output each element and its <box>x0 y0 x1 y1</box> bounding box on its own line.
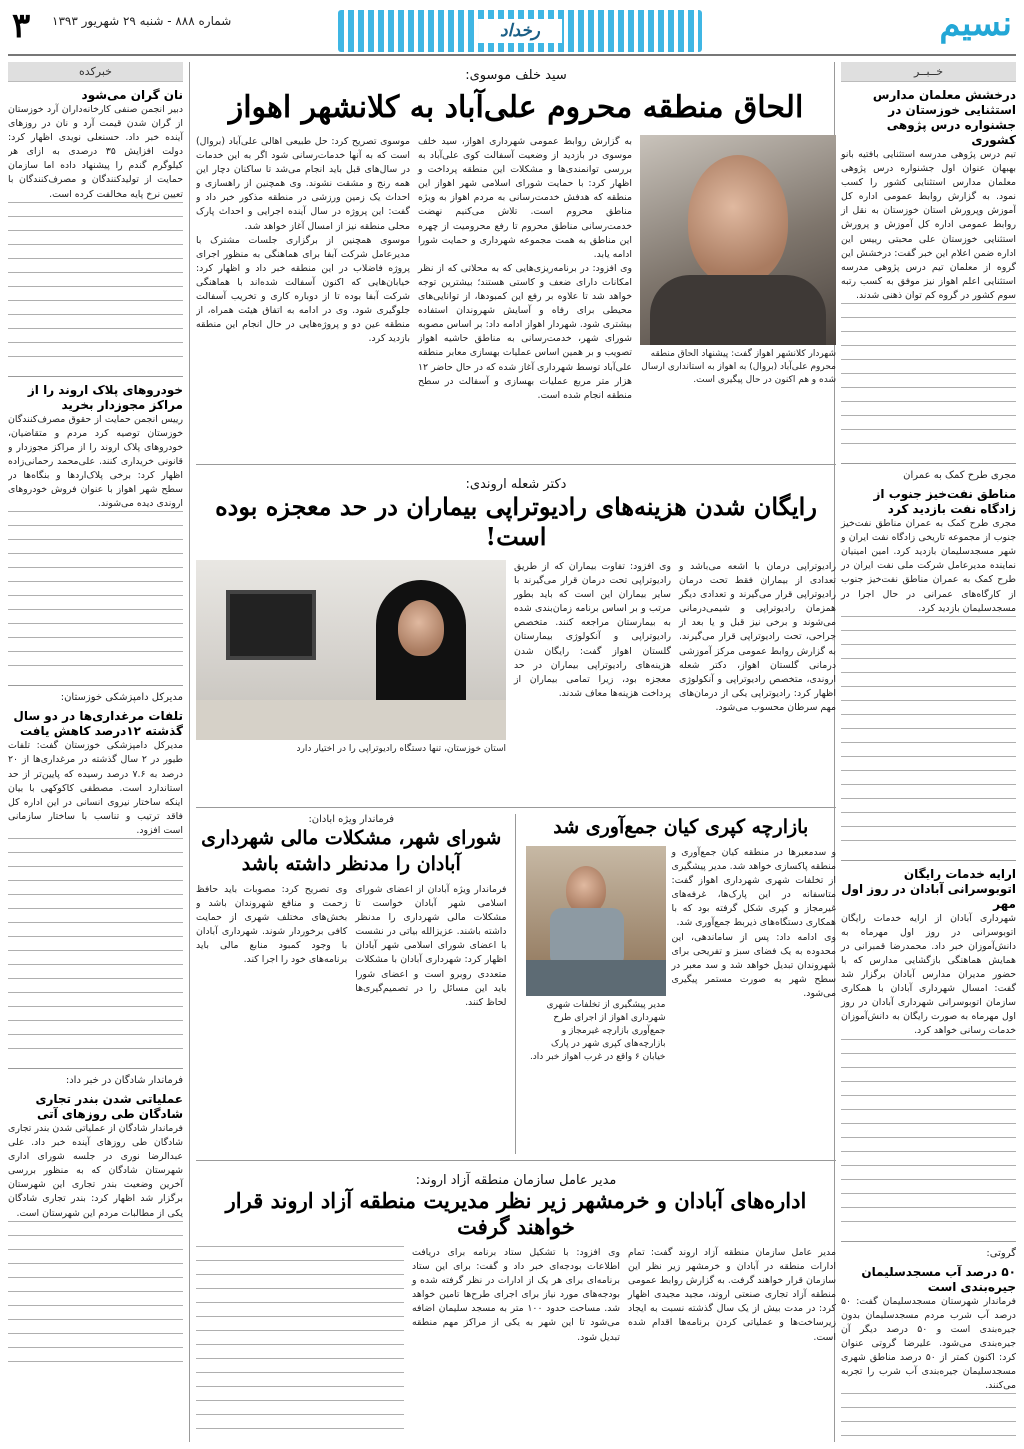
news-item-body: رییس انجمن حمایت از حقوق مصرف‌کنندگان خوزستان توصیه کرد مردم و متقاضیان، خودروهای پلاک اروند را از مراکز مجوزدار و قانونی خریداری کنند. علی‌محمد رحمانی‌زاده اظهار کرد: برخی پلاک‌اردها و بنگاه‌ها در سطح شهر اهواز با عنوان فروش خودروهای اروندی دیده می‌شوند. <box>8 413 183 510</box>
divider <box>8 1068 183 1069</box>
masthead <box>8 4 1016 56</box>
article-paragraph: و سدمعبرها در منطقه کیان جمع‌آوری و منطقه پاکسازی خواهد شد. مدیر پیشگیری از تخلفات شهری شهرداری اهواز گفت: متاسفانه در این پارک‌ها، غرفه‌های غیرمجاز و کپری شکل گرفته بود که با همکاری دستگاه‌های ذیربط جمع‌آوری شد. <box>671 847 836 929</box>
lead-headline[interactable]: الحاق منطقه محروم علی‌آباد به کلانشهر اهواز <box>228 90 804 125</box>
story-headline[interactable]: رایگان شدن هزینه‌های رادیوتراپی بیماران در حد معجزه بوده است! <box>215 492 817 551</box>
divider <box>8 685 183 686</box>
news-item-title[interactable]: ارایه خدمات رایگان اتوبوسرانی آبادان در روز اول مهر <box>841 866 1016 911</box>
photo-caption: شهردار کلانشهر اهواز گفت: پیشنهاد الحاق منطقه محروم علی‌آباد (بروال) به اهواز به استانداری ارسال شده و هم اکنون در حال پیگیری است. <box>641 349 836 385</box>
news-item-title[interactable]: خودروهای پلاک اروند را از مراکز مجوزدار بخرید <box>27 382 183 412</box>
news-item-body: فرماندار شادگان از عملیاتی شدن بندر تجاری شادگان طی روزهای آینده خبر داد. علی عبدالرضا نوری در جلسه شورای اداری شهرستان شادگان که به منظور بررسی آخرین وضعیت بندر تجاری این شهرستان برگزار شد اظهار کرد: بندر تجاری شادگان یکی از مطالبات مردم این شهرستان است. <box>8 1122 183 1219</box>
news-item-kicker: مجری طرح کمک به عمران <box>903 470 1016 482</box>
news-item-title[interactable]: تلفات مرغداری‌ها در دو سال گذشته ۱۲درصد کاهش یافت <box>13 709 183 739</box>
divider <box>841 1241 1016 1242</box>
text-continuation <box>841 1393 1016 1442</box>
news-item-body: مدیرکل دامپزشکی خوزستان گفت: تلفات طیور در ۲ سال گذشته در مرغداری‌ها از ۲۰ درصد به ۷.۶ درصد رسیده که پایین‌تر از حد استاندارد است. مصطفی کاکوکهی با بیان اینکه ساختار نیروی انسانی در این اداره کل فاقد ترتیب و تناسب با ساختار سازمانی است افزود. <box>8 740 183 836</box>
article-paragraph: به گزارش روابط عمومی شهرداری اهواز، سید خلف موسوی در بازدید از وضعیت آسفالت کوی علی‌آباد به بررسی توانمندی‌ها و مشکلات این منطقه پرداخت و اظهار کرد: با حمایت شورای اسلامی شهر اهواز این منطقه که هدفش خدمت‌رسانی به مردم اهواز به ویژه مناطق محروم است. تلاش می‌کنیم نهضت خدمت‌رسانی مناطق محروم تا رفع محرومیت از چهره این مناطق به همت مجموعه شهرداری و حمایت شورا ادامه یابد. <box>418 136 632 260</box>
text-continuation <box>841 1039 1016 1235</box>
story-headline[interactable]: بازارچه کپری کیان جمع‌آوری شد <box>553 816 809 838</box>
news-item-body: تیم درس پژوهی مدرسه استثنایی بافتیه بانو بهبهان عنوان اول جشنواره درس پژوهی معلمان مدارس استثنایی کشور را کسب نمود. به گزارش روابط عمومی اداره کل آموزش وپرورش استان خوزستان به نقل از روابط عمومی اداره کل آموزش و پرورش استثنایی خوزستان علی محبتی رییس این اداره ضمن اعلام این خبر گفت: درخشش این گروه از معلمان تیم درس پژوهی مدرسه استثنایی اعلم اهواز نیز موفق به کسب رتبه سوم کشور در گروه کم توان ذهنی شدند. <box>841 149 1016 301</box>
article-paragraph: وی افزود: با تشکیل ستاد برنامه برای دریافت اطلاعات بودجه‌ای خبر داد و گفت: برای این ستاد برنامه‌ای برای هر یک از ادارات در نظر گرفته شده و بودجه‌های مورد نیاز برای اجرای طرح‌ها تامین خواهد شد. مساحت حدود ۱۰۰ متر به مسجد سلیمان اضافه می‌شود تا این شهر به یکی از مراکز مهم منطقه تبدیل شود. <box>412 1247 621 1343</box>
divider <box>841 463 1016 464</box>
news-item-title[interactable]: نان گران می‌شود <box>81 88 183 102</box>
column-header: خبرکده <box>8 62 183 82</box>
news-item-kicker: گروتی: <box>986 1247 1016 1259</box>
text-continuation <box>8 202 183 370</box>
abadan-council-story <box>196 814 516 1154</box>
news-item-title[interactable]: مناطق نفت‌خیز جنوب از زادگاه نفت بازدید کرد <box>873 487 1016 517</box>
doctor-photo <box>196 560 506 740</box>
divider <box>8 376 183 377</box>
story-kicker: مدیر عامل سازمان منطقه آزاد اروند: <box>415 1173 617 1188</box>
article-paragraph: موسوی تصریح کرد: حل طبیعی اهالی علی‌آباد (بروال) است که به آنها خدمات‌رسانی شود اگر به این خدمات در سال‌های قبل باید انجام می‌شد تا ساکنان دچار این همه رنج و مشقت نشوند. وی همچنین از راهسازی و احداث یک زمین ورزشی در منطقه مذکور خبر داد و گفت: این پروژه در سال آینده اجرایی و احداث پارک محلی منطقه نیز از امسال آغاز خواهد شد. <box>196 136 410 232</box>
news-item-kicker: فرماندار شادگان در خبر داد: <box>65 1074 183 1086</box>
text-continuation <box>841 616 1016 854</box>
news-item-body: شهرداری آبادان از ارایه خدمات رایگان اتوبوسرانی در روز اول مهرماه به دانش‌آموزان خبر داد. محمدرضا قمبرانی در همایش هماهنگی بازگشایی مدارس که با حضور مدیران مدارس آبادان برگزار شد گفت: امسال شهرداری آبادان با همکاری سازمان اتوبوسرانی شهرداری آبادان در روز اول مهرماه به صورت رایگان به دانش‌آموزان خدمات رسانی خواهد کرد. <box>841 912 1016 1037</box>
article-paragraph: وی افزود: تفاوت بیماران که از طریق رادیوتراپی تحت درمان قرار می‌گیرند با سایر بیماران این است که باید بطور مرتب و بر اساس برنامه زمان‌بندی شده به بیمارستان مراجعه کنند. متخصص رادیوتراپی و آنکولوژی بیمارستان گلستان اهواز گفت: رایگان شدن هزینه‌های رادیوتراپی بیماران در حد معجزه بود، زیرا تمامی بیماران از پرداخت هزینه‌ها معاف شدند. <box>514 561 671 699</box>
news-item-kicker: مدیرکل دامپزشکی خوزستان: <box>60 692 183 704</box>
column-header: خــبــر <box>841 62 1016 82</box>
section-label: رخداد <box>478 19 562 43</box>
news-column-left <box>8 62 190 1442</box>
section-band <box>338 10 702 52</box>
article-paragraph: مدیر عامل سازمان منطقه آزاد اروند گفت: تمام ادارات منطقه در آبادان و خرمشهر زیر نظر این سازمان قرار خواهند گرفت. به گزارش روابط عمومی منطقه آزاد تجاری صنعتی اروند، مجید مجیدی اظهار کرد: در مدت بیش از یک سال گذشته نسبت به ایجاد زیرساخت‌ها و عملیاتی کردن برنامه‌ها اقدام شده است. <box>628 1247 836 1343</box>
brand-logo[interactable]: نسیم <box>939 4 1012 44</box>
fish-market-photo <box>526 846 666 996</box>
divider <box>196 464 836 465</box>
news-item-title[interactable]: درخشش معلمان مدارس استثنایی خوزستان در جشنواره درس پژوهی کشوری <box>872 88 1016 147</box>
article-paragraph: وی تصریح کرد: مصوبات باید حافظ زحمت و منافع شهروندان باشد و بخش‌های مختلف شهری از حمایت کافی برخوردار شوند. شهرداری آبادان با وجود کمبود منابع مالی باید برنامه‌های خود را اجرا کند. <box>196 884 348 966</box>
lead-story <box>196 62 836 458</box>
news-item-title[interactable]: ۵۰ درصد آب مسجدسلیمان جیره‌بندی است <box>861 1264 1016 1294</box>
news-item-title[interactable]: عملیاتی شدن بندر تجاری شادگان طی روزهای آتی <box>35 1091 183 1121</box>
photo-caption: مدیر پیشگیری از تخلفات شهری شهرداری اهواز از اجرای طرح جمع‌آوری بازارچه غیرمجاز و بازارچه‌های کپری شهر در پارک خیابان ۶ واقع در غرب اهواز خبر داد. <box>529 1000 666 1062</box>
text-continuation <box>8 1221 183 1375</box>
news-item-body: فرماندار شهرستان مسجدسلیمان گفت: ۵۰ درصد آب شرب مردم مسجدسلیمان بدون جیره‌بندی است و ۵۰ درصد دیگر آن جیره‌بندی می‌شود. علیرضا گروتی عنوان کرد: اکنون کمتر از ۵۰ درصد مناطق شهری مسجدسلیمان جیره‌بندی آب شرب را تجربه می‌کنند. <box>841 1295 1016 1392</box>
divider <box>841 860 1016 861</box>
page-number: ۳ <box>12 6 31 46</box>
news-column-right <box>834 62 1016 1442</box>
article-paragraph: وی ادامه داد: پس از ساماندهی، این محدوده به یک فضای سبز و تفریحی برای شهروندان تبدیل خواهد شد و سد معبر در سطح شهر به صورت مستمر پیگیری می‌شود. <box>671 931 836 999</box>
news-item-body: مجری طرح کمک به عمران مناطق نفت‌خیز جنوب از مجموعه تاریخی زادگاه نفت ایران و شهر مسجدسلیمان بازدید کرد. امین امینیان نماینده مدیرعامل شرکت ملی نفت ایران در طرح کمک به عمران مناطق نفت‌خیز جنوب از کارگاه‌های عمرانی در حال اجرا در مسجدسلیمان بازدید کرد. <box>841 518 1016 614</box>
radiotherapy-story <box>196 471 836 801</box>
divider <box>196 1160 836 1161</box>
text-continuation <box>8 838 183 1062</box>
main-content <box>196 62 836 1442</box>
text-continuation <box>196 1246 404 1437</box>
issue-line: شماره ۸۸۸ - شنبه ۲۹ شهریور ۱۳۹۳ <box>52 14 232 28</box>
article-paragraph: رادیوتراپی درمان با اشعه می‌باشد و تعدادی از بیماران فقط تحت درمان رادیوتراپی قرار می‌گیرند و تعدادی دیگر همزمان رادیوتراپی و شیمی‌درمانی می‌شوند و برخی نیز قبل و یا بعد از جراحی، تحت رادیوتراپی قرار می‌گیرند. به گزارش روابط عمومی مرکز آموزشی درمانی گلستان اهواز، دکتر شعله اروندی، متخصص رادیوتراپی و آنکولوژی اظهار کرد: رادیوتراپی یکی از درمان‌های مهم سرطان محسوب می‌شود. <box>679 561 836 713</box>
photo-caption: استان خوزستان، تنها دستگاه رادیوتراپی را در اختیار دارد <box>296 744 506 754</box>
story-headline[interactable]: اداره‌های آبادان و خرمشهر زیر نظر مدیریت منطقه آزاد اروند قرار خواهند گرفت <box>225 1188 807 1239</box>
divider <box>196 807 836 808</box>
text-continuation <box>8 511 183 679</box>
story-headline[interactable]: شورای شهر، مشکلات مالی شهرداری آبادان را مدنظر داشته باشد <box>201 827 502 875</box>
text-continuation <box>841 303 1016 457</box>
fish-market-story <box>526 814 837 1154</box>
free-zone-story <box>196 1167 836 1437</box>
article-paragraph: موسوی همچنین از برگزاری جلسات مشترک با مدیرعامل شرکت آبفا برای هماهنگی به منظور اجرای پروژه فاضلاب در این منطقه خبر داد و اظهار کرد: خیابان‌هایی که اکنون آسفالت شده‌اند با هماهنگی شرکت آبفا بوده تا از دوباره کاری و تخریب آسفالت جلوگیری شود. وی در ادامه به اتفاق هیئت همراه، از منطقه عین دو و پروژه‌هایی در حال انجام این منطقه بازدید کرد. <box>196 234 410 345</box>
article-paragraph: وی افزود: در برنامه‌ریزی‌هایی که به محلاتی که از نظر امکانات دارای ضعف و کاستی هستند؛ بیشترین توجه خواهد شد تا علاوه بر رفع این کمبودها، از توانایی‌های محیطی برای رفاه و آسایش شهروندان استفاده بیشتری شود. شهردار اهواز ادامه داد: بر اساس مصوبه شورای شهر، خدمت‌رسانی به مناطق حاشیه اهواز تصویب و بر همین اساس عملیات بهسازی معابر منطقه علی‌آباد توسط شهرداری آغاز شده که در حال حاضر ۱۲ هزار متر مربع عملیات بهسازی و آسفالت در سطح منطقه انجام شده است. <box>418 262 632 401</box>
story-kicker: دکتر شعله اروندی: <box>465 477 567 492</box>
story-kicker: فرماندار ویژه آبادان: <box>308 814 395 825</box>
article-paragraph: فرماندار ویژه آبادان از اعضای شورای اسلامی شهر آبادان خواست تا مشکلات مالی شهرداری را مدنظر داشته باشند. عزیزالله بیاتی در نشست با اعضای شورای اسلامی شهر آبادان اظهار کرد: شهرداری آبادان با مشکلات متعددی روبرو است و اعضای شورا باید این مسائل را در تصمیم‌گیری‌ها لحاظ کنند. <box>355 884 507 1008</box>
news-item-body: دبیر انجمن صنفی کارخانه‌داران آرد خوزستان از گران شدن قیمت آرد و نان در روزهای آینده خبر داد. حسنعلی نویدی اظهار کرد: دولت افزایش ۳۵ درصدی به ازای هر کیلوگرم گندم را پیشنهاد داده اما سازمان حمایت از تولیدکنندگان و مصرف‌کنندگان با تعیین نرخ پایه مخالفت کرده است. <box>8 104 183 200</box>
portrait-photo <box>640 135 836 345</box>
lead-kicker: سید خلف موسوی: <box>465 68 567 83</box>
